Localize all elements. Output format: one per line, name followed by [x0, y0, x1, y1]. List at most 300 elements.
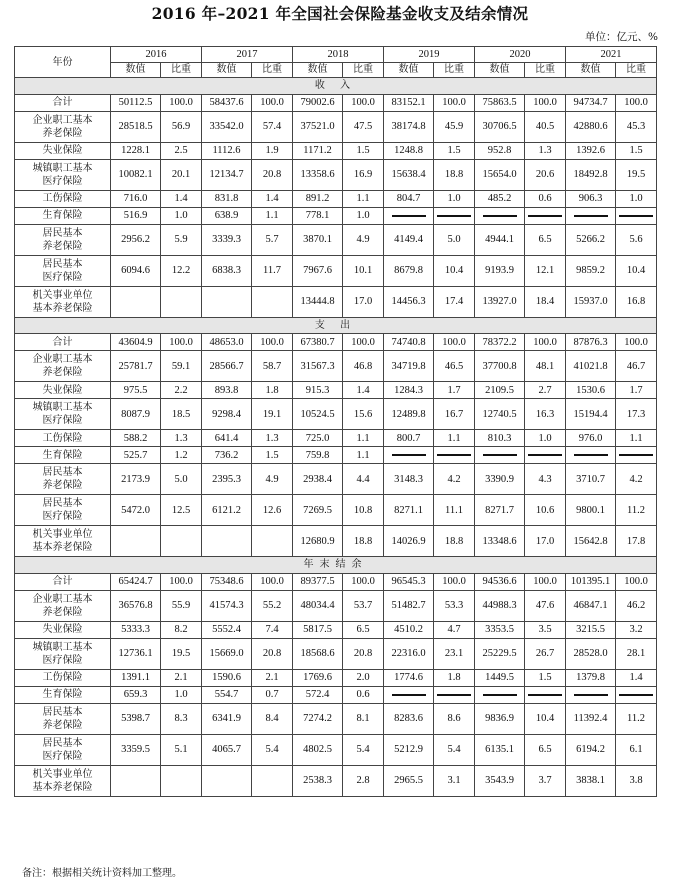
- value-cell: 8087.9: [111, 399, 161, 430]
- share-cell: 1.1: [434, 430, 475, 447]
- value-cell: 37700.8: [475, 351, 525, 382]
- value-cell: 15669.0: [202, 638, 252, 669]
- share-cell: 47.6: [525, 590, 566, 621]
- value-cell: 13927.0: [475, 286, 525, 317]
- table-row: [15, 495, 657, 526]
- value-cell: 25781.7: [111, 351, 161, 382]
- value-cell: 3870.1: [293, 224, 343, 255]
- share-cell: 8.6: [434, 703, 475, 734]
- share-cell: 1.1: [343, 447, 384, 464]
- value-subheader: 数值: [293, 62, 343, 78]
- share-cell: 3.8: [616, 765, 657, 796]
- value-cell: 14026.9: [384, 526, 434, 557]
- share-cell: 19.5: [616, 159, 657, 190]
- value-cell: 893.8: [202, 382, 252, 399]
- row-label: 合计: [15, 334, 111, 351]
- value-cell: 15194.4: [566, 399, 616, 430]
- share-cell: 45.9: [434, 111, 475, 142]
- value-cell: 10524.5: [293, 399, 343, 430]
- share-cell: 4.3: [525, 464, 566, 495]
- row-label: 生育保险: [15, 447, 111, 464]
- share-subheader: 比重: [525, 62, 566, 78]
- value-cell: 33542.0: [202, 111, 252, 142]
- value-cell: 3148.3: [384, 464, 434, 495]
- share-cell: 1.5: [252, 447, 293, 464]
- value-cell: 94734.7: [566, 94, 616, 111]
- share-cell: 55.2: [252, 590, 293, 621]
- row-label: 工伤保险: [15, 669, 111, 686]
- dash-cell: [434, 207, 475, 224]
- value-cell: 58437.6: [202, 94, 252, 111]
- value-cell: 2173.9: [111, 464, 161, 495]
- share-cell: 17.0: [343, 286, 384, 317]
- value-cell: 778.1: [293, 207, 343, 224]
- share-cell: 1.5: [525, 669, 566, 686]
- share-cell: 5.9: [161, 224, 202, 255]
- value-cell: 48653.0: [202, 334, 252, 351]
- value-cell: 41021.8: [566, 351, 616, 382]
- share-cell: 46.7: [616, 351, 657, 382]
- value-cell: 1392.6: [566, 142, 616, 159]
- value-cell: 976.0: [566, 430, 616, 447]
- value-cell: 5212.9: [384, 734, 434, 765]
- share-cell: 1.8: [434, 669, 475, 686]
- row-label: 失业保险: [15, 382, 111, 399]
- table-row: [15, 447, 657, 464]
- share-cell: 100.0: [434, 94, 475, 111]
- value-cell: 8679.8: [384, 255, 434, 286]
- value-cell: 43604.9: [111, 334, 161, 351]
- value-cell: 572.4: [293, 686, 343, 703]
- row-label: 城镇职工基本 医疗保险: [15, 638, 111, 669]
- share-cell: 48.1: [525, 351, 566, 382]
- value-cell: 2956.2: [111, 224, 161, 255]
- share-cell: 53.7: [343, 590, 384, 621]
- value-cell: 485.2: [475, 190, 525, 207]
- value-cell: 18568.6: [293, 638, 343, 669]
- value-cell: 3838.1: [566, 765, 616, 796]
- value-cell: 9836.9: [475, 703, 525, 734]
- share-cell: 20.8: [343, 638, 384, 669]
- share-cell: 1.0: [616, 190, 657, 207]
- share-cell: 18.8: [434, 526, 475, 557]
- share-cell: 3.5: [525, 621, 566, 638]
- dash-cell: [525, 686, 566, 703]
- row-label: 居民基本 养老保险: [15, 464, 111, 495]
- year-header-2019: 2019: [384, 47, 475, 63]
- table-row: [15, 669, 657, 686]
- share-cell: 5.4: [252, 734, 293, 765]
- value-cell: 4944.1: [475, 224, 525, 255]
- table-row: [15, 224, 657, 255]
- share-cell: 5.0: [434, 224, 475, 255]
- row-label: 合计: [15, 573, 111, 590]
- share-cell: 8.4: [252, 703, 293, 734]
- value-cell: 28566.7: [202, 351, 252, 382]
- value-cell: 1248.8: [384, 142, 434, 159]
- value-cell: 8283.6: [384, 703, 434, 734]
- value-cell: 34719.8: [384, 351, 434, 382]
- value-subheader: 数值: [111, 62, 161, 78]
- value-cell: 6194.2: [566, 734, 616, 765]
- share-cell: 6.5: [525, 224, 566, 255]
- share-cell: 20.1: [161, 159, 202, 190]
- row-label: 居民基本 医疗保险: [15, 495, 111, 526]
- share-cell: 57.4: [252, 111, 293, 142]
- dash-mark: [392, 215, 426, 217]
- share-cell: 4.9: [343, 224, 384, 255]
- value-cell: 13444.8: [293, 286, 343, 317]
- share-cell: 20.8: [252, 159, 293, 190]
- share-cell: 1.8: [252, 382, 293, 399]
- share-cell: 1.3: [161, 430, 202, 447]
- share-cell: 1.5: [343, 142, 384, 159]
- share-cell: [252, 765, 293, 796]
- dash-mark: [437, 215, 471, 217]
- share-cell: 100.0: [525, 94, 566, 111]
- table-row: [15, 765, 657, 796]
- share-cell: 100.0: [525, 334, 566, 351]
- share-cell: 1.0: [161, 686, 202, 703]
- share-cell: 20.8: [252, 638, 293, 669]
- share-cell: 100.0: [161, 334, 202, 351]
- row-label: 城镇职工基本 医疗保险: [15, 399, 111, 430]
- share-subheader: 比重: [434, 62, 475, 78]
- share-cell: 47.5: [343, 111, 384, 142]
- share-cell: 100.0: [252, 334, 293, 351]
- table-row: [15, 399, 657, 430]
- table-body: [15, 78, 657, 797]
- value-cell: 12680.9: [293, 526, 343, 557]
- share-cell: 1.9: [252, 142, 293, 159]
- value-cell: 4802.5: [293, 734, 343, 765]
- share-cell: 1.0: [161, 207, 202, 224]
- dash-cell: [616, 447, 657, 464]
- share-cell: 10.8: [343, 495, 384, 526]
- value-cell: 5472.0: [111, 495, 161, 526]
- share-cell: 11.1: [434, 495, 475, 526]
- share-cell: [252, 526, 293, 557]
- value-cell: 1379.8: [566, 669, 616, 686]
- value-cell: 5333.3: [111, 621, 161, 638]
- share-cell: 100.0: [161, 573, 202, 590]
- share-cell: 28.1: [616, 638, 657, 669]
- row-label: 城镇职工基本 医疗保险: [15, 159, 111, 190]
- share-cell: 100.0: [343, 573, 384, 590]
- share-cell: 1.1: [343, 430, 384, 447]
- header-subcolumns-row: [15, 62, 657, 78]
- share-cell: 18.5: [161, 399, 202, 430]
- table-row: [15, 464, 657, 495]
- footnote: 备注：根据相关统计资料加工整理。: [22, 868, 182, 879]
- value-cell: 2938.4: [293, 464, 343, 495]
- share-cell: 17.4: [434, 286, 475, 317]
- share-cell: 1.7: [616, 382, 657, 399]
- value-cell: 1590.6: [202, 669, 252, 686]
- share-cell: 23.1: [434, 638, 475, 669]
- share-cell: 6.5: [525, 734, 566, 765]
- value-cell: 48034.4: [293, 590, 343, 621]
- value-cell: 9298.4: [202, 399, 252, 430]
- row-label: 居民基本 养老保险: [15, 703, 111, 734]
- share-cell: 58.7: [252, 351, 293, 382]
- section-header-row: [15, 317, 657, 334]
- value-cell: 716.0: [111, 190, 161, 207]
- row-label: 企业职工基本 养老保险: [15, 590, 111, 621]
- value-subheader: 数值: [384, 62, 434, 78]
- year-header-cell: 年份: [15, 47, 111, 78]
- share-cell: 100.0: [252, 94, 293, 111]
- share-cell: 4.2: [434, 464, 475, 495]
- value-cell: 1530.6: [566, 382, 616, 399]
- dash-mark: [528, 694, 562, 696]
- value-subheader: 数值: [475, 62, 525, 78]
- year-header-2017: 2017: [202, 47, 293, 63]
- unit-label: 单位：亿元、%: [585, 31, 658, 43]
- section-title: 年末结余: [15, 557, 657, 574]
- value-cell: 915.3: [293, 382, 343, 399]
- share-cell: 46.2: [616, 590, 657, 621]
- share-cell: 100.0: [525, 573, 566, 590]
- dash-cell: [566, 207, 616, 224]
- section-title: 支 出: [15, 317, 657, 334]
- table-row: [15, 703, 657, 734]
- value-cell: 31567.3: [293, 351, 343, 382]
- share-cell: 10.1: [343, 255, 384, 286]
- value-cell: 1284.3: [384, 382, 434, 399]
- share-cell: 11.2: [616, 495, 657, 526]
- value-cell: 87876.3: [566, 334, 616, 351]
- table-row: [15, 190, 657, 207]
- share-cell: 6.5: [343, 621, 384, 638]
- value-cell: 831.8: [202, 190, 252, 207]
- value-cell: 7269.5: [293, 495, 343, 526]
- value-cell: 15937.0: [566, 286, 616, 317]
- share-cell: 10.4: [616, 255, 657, 286]
- row-label: 机关事业单位 基本养老保险: [15, 765, 111, 796]
- share-cell: 1.5: [616, 142, 657, 159]
- value-cell: 4065.7: [202, 734, 252, 765]
- share-cell: 1.2: [161, 447, 202, 464]
- dash-mark: [528, 454, 562, 456]
- share-cell: 10.4: [525, 703, 566, 734]
- share-cell: 100.0: [616, 573, 657, 590]
- share-cell: 59.1: [161, 351, 202, 382]
- value-cell: 4149.4: [384, 224, 434, 255]
- dash-cell: [475, 447, 525, 464]
- share-cell: 10.4: [434, 255, 475, 286]
- dash-mark: [619, 694, 653, 696]
- share-subheader: 比重: [343, 62, 384, 78]
- value-cell: 37521.0: [293, 111, 343, 142]
- dash-mark: [392, 694, 426, 696]
- table-row: [15, 573, 657, 590]
- value-cell: 4510.2: [384, 621, 434, 638]
- share-cell: 16.7: [434, 399, 475, 430]
- share-cell: 5.4: [434, 734, 475, 765]
- row-label: 机关事业单位 基本养老保险: [15, 286, 111, 317]
- value-cell: 30706.5: [475, 111, 525, 142]
- share-cell: 100.0: [616, 94, 657, 111]
- dash-cell: [566, 447, 616, 464]
- header-years-row: [15, 47, 657, 63]
- share-cell: 17.3: [616, 399, 657, 430]
- share-cell: 46.8: [343, 351, 384, 382]
- value-cell: 6838.3: [202, 255, 252, 286]
- value-cell: 952.8: [475, 142, 525, 159]
- table-row: [15, 286, 657, 317]
- dash-cell: [384, 207, 434, 224]
- value-cell: 6094.6: [111, 255, 161, 286]
- share-cell: 12.2: [161, 255, 202, 286]
- share-cell: 1.0: [434, 190, 475, 207]
- value-cell: 8271.7: [475, 495, 525, 526]
- value-cell: 9800.1: [566, 495, 616, 526]
- value-cell: 641.4: [202, 430, 252, 447]
- dash-mark: [619, 215, 653, 217]
- share-cell: 1.0: [343, 207, 384, 224]
- share-cell: 7.4: [252, 621, 293, 638]
- value-subheader: 数值: [202, 62, 252, 78]
- value-cell: 28528.0: [566, 638, 616, 669]
- share-cell: 4.9: [252, 464, 293, 495]
- value-cell: 3390.9: [475, 464, 525, 495]
- table-row: [15, 255, 657, 286]
- dash-mark: [619, 454, 653, 456]
- value-cell: 804.7: [384, 190, 434, 207]
- share-cell: 2.8: [343, 765, 384, 796]
- value-cell: 891.2: [293, 190, 343, 207]
- year-header-2020: 2020: [475, 47, 566, 63]
- value-cell: 12489.8: [384, 399, 434, 430]
- value-cell: 12736.1: [111, 638, 161, 669]
- value-cell: 800.7: [384, 430, 434, 447]
- value-cell: 3710.7: [566, 464, 616, 495]
- share-cell: 56.9: [161, 111, 202, 142]
- value-cell: 3215.5: [566, 621, 616, 638]
- dash-mark: [574, 694, 608, 696]
- value-cell: 6135.1: [475, 734, 525, 765]
- share-cell: 1.7: [434, 382, 475, 399]
- dash-mark: [437, 454, 471, 456]
- share-cell: 5.4: [343, 734, 384, 765]
- row-label: 机关事业单位 基本养老保险: [15, 526, 111, 557]
- share-cell: 26.7: [525, 638, 566, 669]
- value-cell: 638.9: [202, 207, 252, 224]
- share-cell: 0.7: [252, 686, 293, 703]
- value-cell: 41574.3: [202, 590, 252, 621]
- table-row: [15, 94, 657, 111]
- share-cell: 1.3: [252, 430, 293, 447]
- share-cell: 18.4: [525, 286, 566, 317]
- value-cell: 9859.2: [566, 255, 616, 286]
- row-label: 居民基本 医疗保险: [15, 255, 111, 286]
- value-cell: 15642.8: [566, 526, 616, 557]
- value-cell: 51482.7: [384, 590, 434, 621]
- share-cell: [161, 526, 202, 557]
- value-cell: [202, 765, 252, 796]
- value-cell: 79002.6: [293, 94, 343, 111]
- dash-mark: [574, 454, 608, 456]
- dash-cell: [616, 207, 657, 224]
- value-cell: 1391.1: [111, 669, 161, 686]
- share-cell: 1.4: [252, 190, 293, 207]
- row-label: 居民基本 医疗保险: [15, 734, 111, 765]
- share-cell: 17.0: [525, 526, 566, 557]
- table-row: [15, 207, 657, 224]
- share-cell: 1.4: [616, 669, 657, 686]
- value-cell: 25229.5: [475, 638, 525, 669]
- value-cell: 11392.4: [566, 703, 616, 734]
- value-cell: 36576.8: [111, 590, 161, 621]
- value-cell: 89377.5: [293, 573, 343, 590]
- share-cell: 100.0: [616, 334, 657, 351]
- value-cell: 10082.1: [111, 159, 161, 190]
- value-cell: 6121.2: [202, 495, 252, 526]
- value-cell: 15654.0: [475, 159, 525, 190]
- share-cell: 20.6: [525, 159, 566, 190]
- share-cell: 55.9: [161, 590, 202, 621]
- table-row: [15, 734, 657, 765]
- value-subheader: 数值: [566, 62, 616, 78]
- table-row: [15, 351, 657, 382]
- value-cell: 28518.5: [111, 111, 161, 142]
- dash-cell: [525, 447, 566, 464]
- share-cell: 6.1: [616, 734, 657, 765]
- value-cell: 3543.9: [475, 765, 525, 796]
- value-cell: [111, 765, 161, 796]
- share-cell: 18.8: [343, 526, 384, 557]
- dash-cell: [475, 686, 525, 703]
- share-cell: 15.6: [343, 399, 384, 430]
- row-label: 工伤保险: [15, 190, 111, 207]
- share-cell: 8.1: [343, 703, 384, 734]
- dash-cell: [616, 686, 657, 703]
- value-cell: 516.9: [111, 207, 161, 224]
- dash-mark: [483, 454, 517, 456]
- value-cell: 83152.1: [384, 94, 434, 111]
- value-cell: 101395.1: [566, 573, 616, 590]
- value-cell: 65424.7: [111, 573, 161, 590]
- share-cell: 1.1: [616, 430, 657, 447]
- value-cell: 588.2: [111, 430, 161, 447]
- value-cell: 13358.6: [293, 159, 343, 190]
- share-cell: 3.2: [616, 621, 657, 638]
- value-cell: 14456.3: [384, 286, 434, 317]
- share-cell: 2.1: [161, 669, 202, 686]
- table-row: [15, 430, 657, 447]
- value-cell: 94536.6: [475, 573, 525, 590]
- value-cell: 15638.4: [384, 159, 434, 190]
- section-header-row: [15, 78, 657, 95]
- dash-mark: [574, 215, 608, 217]
- section-title: 收 入: [15, 78, 657, 95]
- value-cell: 12134.7: [202, 159, 252, 190]
- dash-mark: [483, 215, 517, 217]
- value-cell: 6341.9: [202, 703, 252, 734]
- share-cell: 53.3: [434, 590, 475, 621]
- social-insurance-table: [14, 46, 657, 797]
- share-cell: [252, 286, 293, 317]
- value-cell: 1774.6: [384, 669, 434, 686]
- row-label: 生育保险: [15, 207, 111, 224]
- value-cell: 42880.6: [566, 111, 616, 142]
- share-cell: 2.1: [252, 669, 293, 686]
- value-cell: 736.2: [202, 447, 252, 464]
- share-cell: 100.0: [343, 334, 384, 351]
- share-cell: 11.7: [252, 255, 293, 286]
- value-cell: 38174.8: [384, 111, 434, 142]
